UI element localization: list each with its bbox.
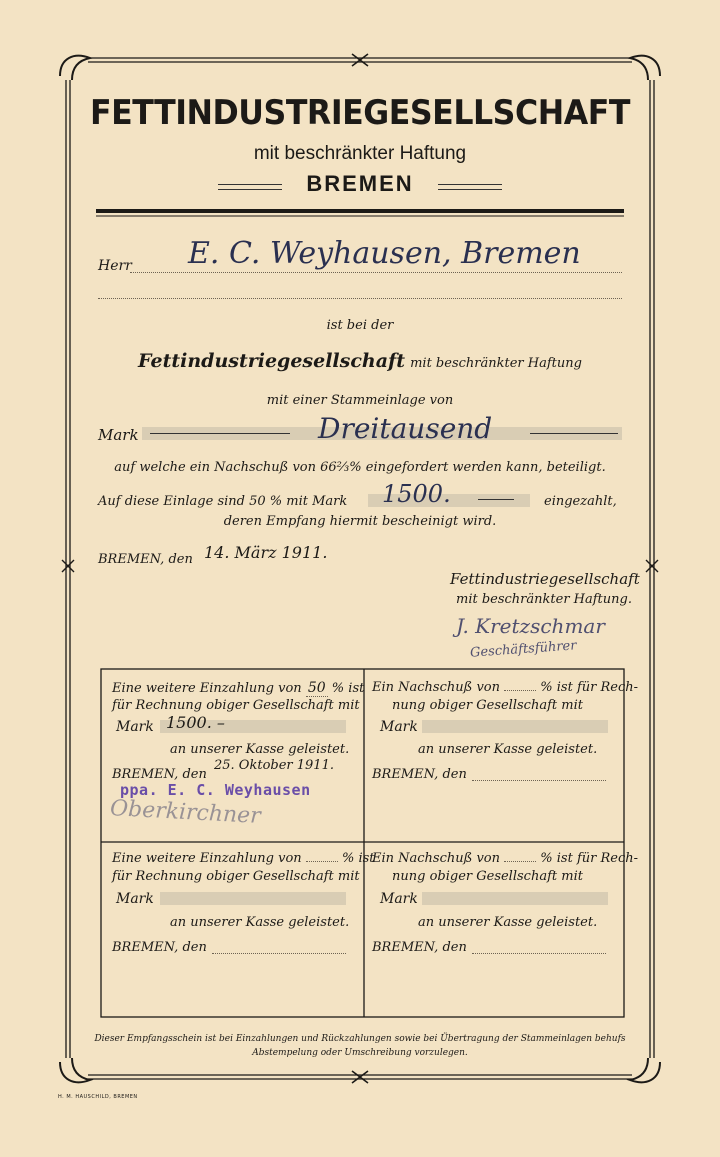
mark-label: Mark: [98, 426, 139, 444]
box3-date-line: [212, 953, 346, 954]
box4-bremen: BREMEN, den: [372, 940, 467, 955]
box4-mark-field: [422, 892, 608, 905]
box2-percent: [504, 690, 536, 691]
date-handwritten: 14. März 1911.: [204, 543, 328, 562]
box4-date-line: [472, 953, 606, 954]
einlage-amount: 1500.: [382, 480, 451, 508]
box1-percent: 50: [307, 680, 326, 696]
box2-date-line: [472, 780, 606, 781]
box1-bremen: BREMEN, den: [112, 767, 207, 782]
box1-stamp: ppa. E. C. Weyhausen: [120, 781, 311, 799]
box4-line1: Ein Nachschuß von % ist für Rech-: [372, 851, 639, 866]
company-title: FETTINDUSTRIEGESELLSCHAFT: [90, 93, 630, 133]
body-company-bold: Fettindustriegesellschaft: [138, 350, 405, 372]
company-subtitle: mit beschränkter Haftung: [253, 143, 467, 164]
box3-kasse: an unserer Kasse geleistet.: [170, 915, 350, 930]
box1-line2: für Rechnung obiger Gesellschaft mit: [112, 698, 360, 713]
printer-imprint: H. M. HAUSCHILD, BREMEN: [58, 1094, 138, 1100]
nachschuss-line: auf welche ein Nachschuß von 66⅔% eingefordert werden kann, beteiligt.: [114, 460, 606, 475]
einlage-post: eingezahlt,: [544, 494, 617, 509]
box1-signature: Oberkirchner: [109, 796, 262, 829]
body-line-3: mit einer Stammeinlage von: [266, 393, 454, 408]
box2-line2: nung obiger Gesellschaft mit: [392, 698, 583, 713]
footer-line-1: Dieser Empfangsschein ist bei Einzahlungen und Rückzahlungen sowie bei Übertragung der Stammeinlagen behufs: [94, 1034, 626, 1044]
body-company-line: [60, 350, 660, 372]
empfang-line: deren Empfang hiermit bescheinigt wird.: [223, 514, 497, 529]
box3-line2: für Rechnung obiger Gesellschaft mit: [112, 869, 360, 884]
box4-percent: [504, 861, 536, 862]
body-company-rest: mit beschränkter Haftung: [410, 356, 582, 371]
box1-mark-fill: 1500. –: [166, 713, 225, 732]
box2-mark-field: [422, 720, 608, 733]
amount-dash-left: [150, 433, 290, 434]
date-prefix: BREMEN, den: [98, 552, 193, 567]
box4-line2: nung obiger Gesellschaft mit: [392, 869, 583, 884]
recipient-label: Herr: [98, 258, 132, 274]
box2-mark: Mark: [380, 719, 418, 735]
box1-date: 25. Oktober 1911.: [214, 758, 334, 773]
recipient-dotline-2: [98, 298, 622, 299]
einlage-pre: Auf diese Einlage sind 50 % mit Mark: [98, 494, 348, 509]
box1-mark: Mark: [116, 719, 154, 735]
box3-mark: Mark: [116, 891, 154, 907]
amount-dash-right: [530, 433, 618, 434]
box1-line1: Eine weitere Einzahlung von 50 % ist: [112, 680, 365, 696]
box2-bremen: BREMEN, den: [372, 767, 467, 782]
amount-handwritten: Dreitausend: [318, 412, 493, 445]
box1-kasse: an unserer Kasse geleistet.: [170, 742, 350, 757]
box2-kasse: an unserer Kasse geleistet.: [418, 742, 598, 757]
box3-mark-field: [160, 892, 346, 905]
company-city: BREMEN: [306, 171, 414, 196]
footer-line-2: Abstempelung oder Umschreibung vorzulegen.: [252, 1048, 468, 1058]
signature-title: Geschäftsführer: [469, 638, 577, 661]
box4-kasse: an unserer Kasse geleistet.: [418, 915, 598, 930]
box3-bremen: BREMEN, den: [112, 940, 207, 955]
sig-company: Fettindustriegesellschaft: [450, 570, 640, 588]
box2-line1: Ein Nachschuß von % ist für Rech-: [372, 680, 639, 695]
recipient-dotline: [130, 272, 622, 273]
recipient-name: E. C. Weyhausen, Bremen: [188, 236, 581, 271]
signature: J. Kretzschmar: [456, 614, 605, 638]
body-line-1: ist bei der: [326, 318, 394, 333]
box4-mark: Mark: [380, 891, 418, 907]
box3-percent: [306, 861, 338, 862]
sig-company-line-2: mit beschränkter Haftung.: [456, 592, 632, 607]
einlage-dash: [478, 499, 514, 500]
box3-line1: Eine weitere Einzahlung von % ist: [112, 851, 375, 866]
